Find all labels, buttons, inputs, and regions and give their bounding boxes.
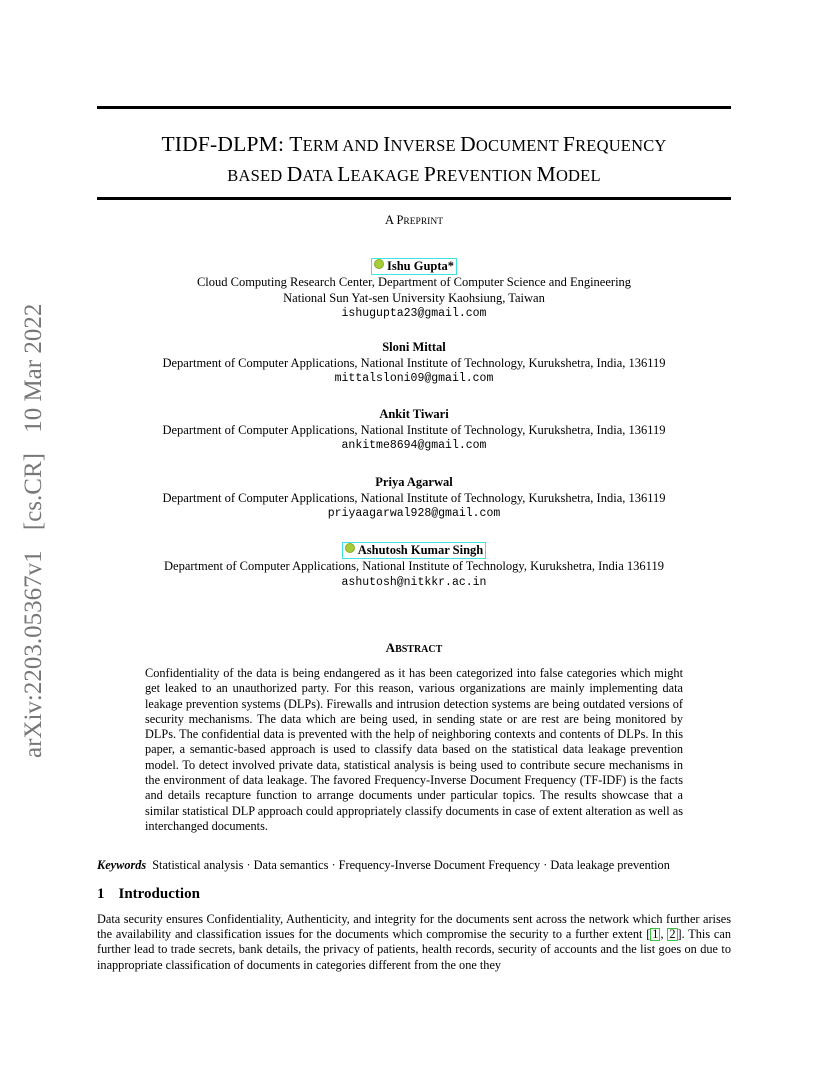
paper-title [97, 130, 731, 190]
author-affiliation: Department of Computer Applications, National Institute of Technology, Kurukshetra, India, 136119 [162, 355, 666, 370]
title-top-rule [97, 106, 731, 109]
author-block [97, 340, 731, 387]
author-affiliation: National Sun Yat-sen University Kaohsiung, Taiwan [283, 290, 545, 305]
author-name: Sloni Mittal [382, 340, 446, 354]
title-bottom-rule [97, 197, 731, 200]
orcid-icon [345, 543, 355, 553]
keywords-label: Keywords [97, 858, 147, 872]
keywords-text: Statistical analysis · Data semantics · Frequency-Inverse Document Frequency · Data leakage prevention [152, 858, 670, 872]
author-orcid-link[interactable] [371, 258, 457, 275]
abstract-text: Confidentiality of the data is being endangered as it has been categorized into false categories which might get leaked to an unauthorized party. For this reason, various organizations are mainly implementing data leakage prevention systems (DLPs). Firewalls and intrusion detection systems are being outdated versions of security mechanisms. The data which are being used, in sending state or are rest are being monitored by DLPs. The confidential data is prevented with the help of neighboring contexts and contents of DLPs. In this paper, a semantic-based approach is used to classify data based on the statistical data leakage prevention model. To detect involved private data, statistical analysis is being used to contribute secure mechanisms in the environment of data leakage. The favored Frequency-Inverse Document Frequency (TF-IDF) is the facts and details recapture function to arrange documents under particular topics. The results showcase that a similar statistical DLP approach could appropriately classify documents in case of extent alteration as well as interchanged documents. [145, 666, 683, 833]
section-title: Introduction [118, 886, 200, 902]
intro-paragraph: Data security ensures Confidentiality, Authenticity, and integrity for the documents sent across the network which further arises the availability and classification issues for the documents which compromise the security to a further extent [ 1 , 2 ]. This can further lead to trade secrets, bank details, the privacy of patients, health records, security of accounts and the list goes on due to inappropriate classification of documents in categories different from the one they [97, 912, 731, 972]
arxiv-date: 10 Mar 2022 [20, 303, 47, 433]
author-email[interactable]: mittalsloni09@gmail.com [334, 372, 494, 385]
orcid-icon [374, 259, 384, 269]
author-block [97, 407, 731, 454]
author-email[interactable]: priyaagarwal928@gmail.com [327, 507, 501, 520]
arxiv-id: arXiv:2203.05367v1 [20, 550, 47, 758]
title-line-2: BASED DATA LEAKAGE PREVENTION MODEL [227, 162, 601, 186]
author-block [97, 542, 731, 590]
author-email[interactable]: ashutosh@nitkkr.ac.in [341, 575, 487, 589]
author-name: Priya Agarwal [375, 475, 453, 489]
citation-link[interactable]: 2 [669, 927, 676, 942]
author-email[interactable]: ishugupta23@gmail.com [341, 307, 487, 320]
author-orcid-link[interactable] [342, 542, 487, 559]
arxiv-category: [cs.CR] [20, 453, 47, 531]
arxiv-sidebar-stamp [20, 278, 50, 758]
author-affiliation: Department of Computer Applications, National Institute of Technology, Kurukshetra, India 136119 [164, 559, 664, 573]
author-name: Ankit Tiwari [379, 407, 449, 421]
author-affiliation: Cloud Computing Research Center, Department of Computer Science and Engineering [196, 275, 632, 289]
section-number: 1 [97, 886, 105, 902]
title-line-1: TIDF-DLPM: TERM AND INVERSE DOCUMENT FREQUENCY [161, 132, 667, 156]
author-block [97, 475, 731, 522]
author-affiliation: Department of Computer Applications, National Institute of Technology, Kurukshetra, India, 136119 [162, 422, 666, 437]
author-name: Ashutosh Kumar Singh [357, 543, 484, 557]
keywords-line [97, 858, 737, 873]
abstract-heading: ABSTRACT [385, 640, 443, 655]
section-heading [97, 886, 200, 903]
author-name: Ishu Gupta* [386, 259, 455, 273]
preprint-label: A PREPRINT [384, 213, 443, 227]
author-email[interactable]: ankitme8694@gmail.com [341, 439, 487, 452]
author-affiliation: Department of Computer Applications, National Institute of Technology, Kurukshetra, India, 136119 [162, 490, 666, 505]
citation-link[interactable]: 1 [652, 927, 659, 942]
author-block [97, 258, 731, 322]
